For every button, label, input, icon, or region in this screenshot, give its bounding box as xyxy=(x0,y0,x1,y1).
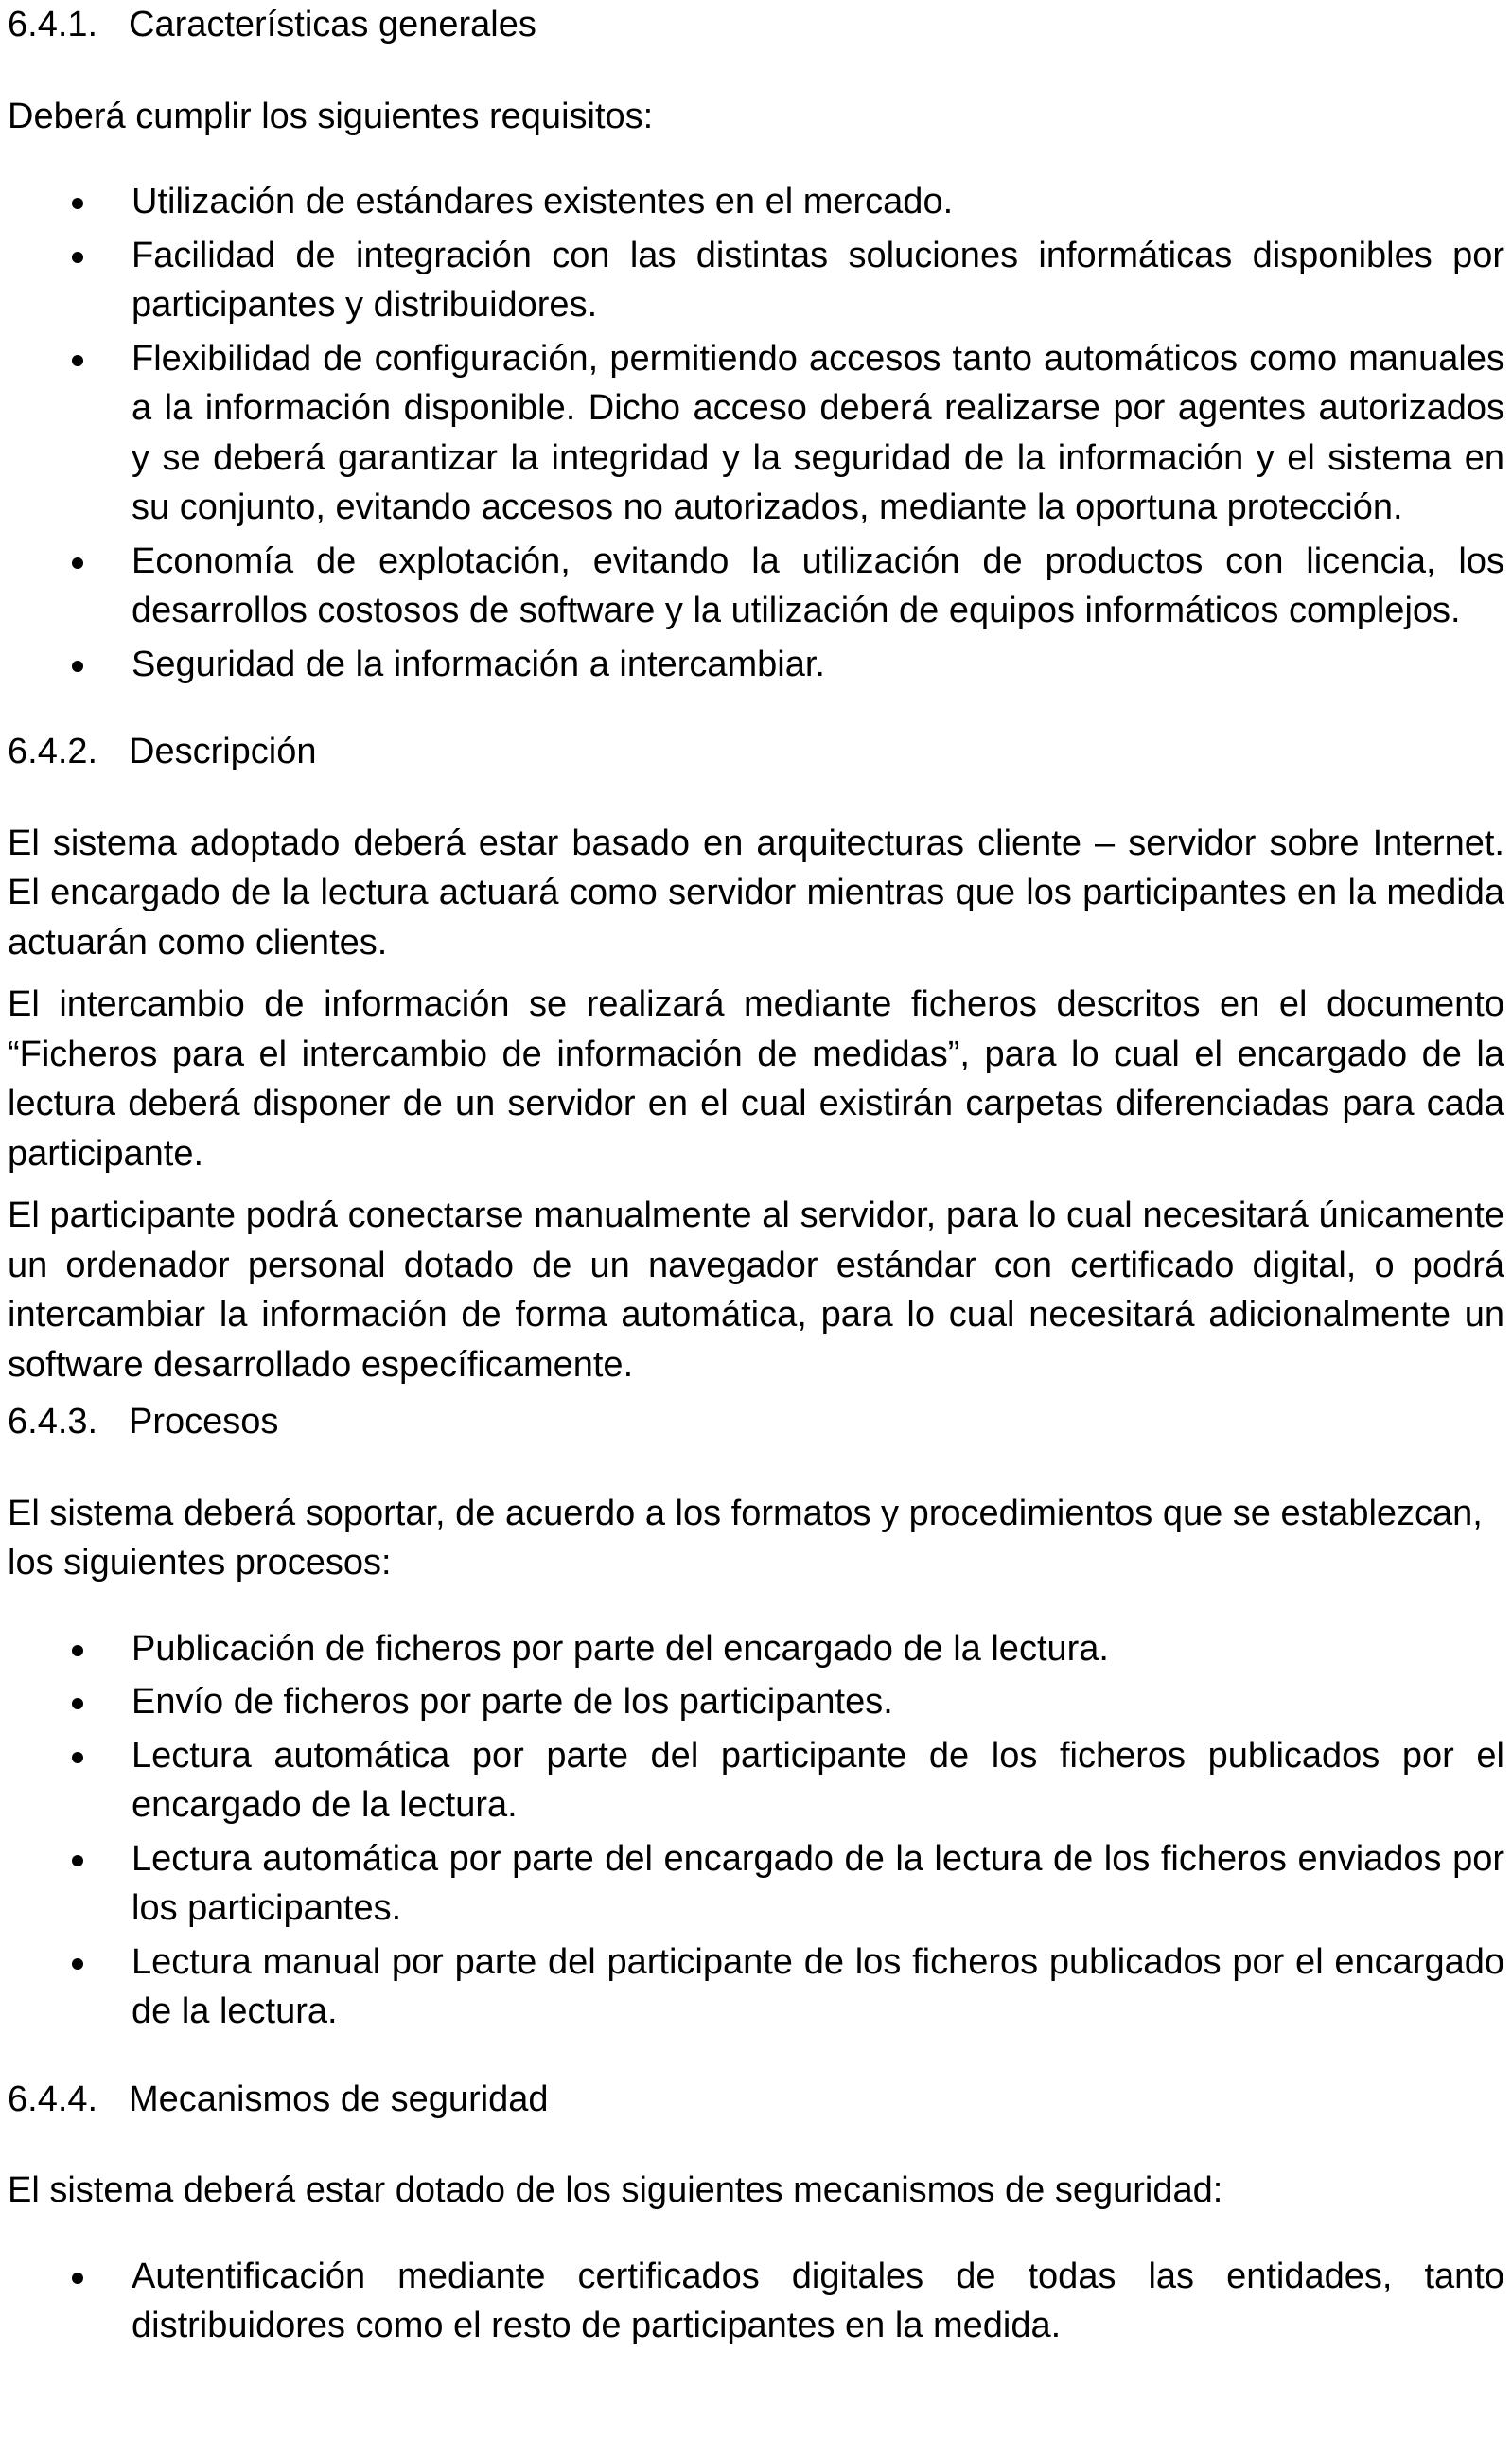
requirements-list xyxy=(8,177,1504,689)
section-intro: Deberá cumplir los siguientes requisitos: xyxy=(8,96,654,136)
list-item-text: Flexibilidad de configuración, permitiendo accesos tanto automáticos como manuales a la información disponible. Dicho acceso deberá realizarse por agentes autorizados y se deberá garantizar la integridad y la seguridad de la información y el sistema en su conjunto, evitando accesos no autorizados, mediante la oportuna protección. xyxy=(132,338,1504,527)
list-item xyxy=(8,177,1504,227)
section-heading-6-4-4 xyxy=(8,2075,1504,2125)
list-item-text: Lectura automática por parte del encargado de la lectura de los ficheros enviados por los participantes. xyxy=(132,1838,1504,1928)
section-title: Características generales xyxy=(129,5,536,44)
section-number: 6.4.3. xyxy=(8,1402,98,1442)
bullet-icon xyxy=(72,1698,83,1709)
processes-list xyxy=(8,1624,1504,2037)
list-item-text: Utilización de estándares existentes en el mercado. xyxy=(132,182,954,221)
bullet-icon xyxy=(72,661,83,672)
section-heading-6-4-1 xyxy=(8,0,1504,50)
section-heading-6-4-2 xyxy=(8,727,1504,777)
list-item xyxy=(8,537,1504,636)
list-item xyxy=(8,1731,1504,1831)
security-mechanisms-list xyxy=(8,2252,1504,2351)
section-intro: El sistema deberá soportar, de acuerdo a los formatos y procedimientos que se establezcan, los siguientes procesos: xyxy=(8,1493,1483,1583)
list-item-text: Facilidad de integración con las distintas soluciones informáticas disponibles por participantes y distribuidores. xyxy=(132,235,1504,325)
bullet-icon xyxy=(72,2273,83,2284)
bullet-icon xyxy=(72,252,83,263)
paragraph: El intercambio de información se realizará mediante ficheros descritos en el documento “Ficheros para el intercambio de información de medidas”, para lo cual el encargado de la lectura deberá disponer de un servidor en el cual existirán carpetas diferenciadas para cada participante. xyxy=(8,984,1504,1174)
document-page xyxy=(8,0,1504,2389)
section-title: Descripción xyxy=(129,732,317,771)
bullet-icon xyxy=(72,1645,83,1656)
list-item xyxy=(8,640,1504,690)
bullet-icon xyxy=(72,1855,83,1866)
bullet-icon xyxy=(72,1958,83,1970)
section-intro: El sistema deberá estar dotado de los siguientes mecanismos de seguridad: xyxy=(8,2170,1223,2210)
section-title: Mecanismos de seguridad xyxy=(129,2078,549,2119)
list-item xyxy=(8,1624,1504,1674)
list-item xyxy=(8,334,1504,533)
list-item-text: Lectura automática por parte del participante de los ficheros publicados por el encargado de la lectura. xyxy=(132,1735,1504,1825)
bullet-icon xyxy=(72,557,83,569)
section-number: 6.4.1. xyxy=(8,5,98,44)
section-number: 6.4.2. xyxy=(8,732,98,771)
list-item xyxy=(8,1677,1504,1727)
list-item-text: Lectura manual por parte del participante de los ficheros publicados por el encargado de la lectura. xyxy=(132,1941,1504,2031)
list-item xyxy=(8,1834,1504,1934)
section-title: Procesos xyxy=(129,1402,279,1442)
list-item-text: Seguridad de la información a intercambiar. xyxy=(132,644,825,684)
bullet-icon xyxy=(72,355,83,366)
paragraph: El participante podrá conectarse manualmente al servidor, para lo cual necesitará únicamente un ordenador personal dotado de un navegador estándar con certificado digital, o podrá intercambiar la información de forma automática, para lo cual necesitará adicionalmente un software desarrollado específicamente. xyxy=(8,1195,1504,1385)
section-heading-6-4-3 xyxy=(8,1397,1504,1447)
list-item xyxy=(8,231,1504,330)
bullet-icon xyxy=(72,1752,83,1763)
section-number: 6.4.4. xyxy=(8,2078,98,2119)
paragraph: El sistema adoptado deberá estar basado en arquitecturas cliente – servidor sobre Internet. El encargado de la lectura actuará como servidor mientras que los participantes en la medida actuarán como clientes. xyxy=(8,823,1504,963)
list-item-text: Economía de explotación, evitando la utilización de productos con licencia, los desarrollos costosos de software y la utilización de equipos informáticos complejos. xyxy=(132,540,1504,630)
list-item xyxy=(8,2252,1504,2351)
bullet-icon xyxy=(72,198,83,209)
list-item xyxy=(8,1937,1504,2037)
list-item-text: Autentificación mediante certificados digitales de todas las entidades, tanto distribuidores como el resto de participantes en la medida. xyxy=(132,2255,1504,2345)
list-item-text: Publicación de ficheros por parte del encargado de la lectura. xyxy=(132,1628,1109,1669)
list-item-text: Envío de ficheros por parte de los participantes. xyxy=(132,1682,893,1722)
